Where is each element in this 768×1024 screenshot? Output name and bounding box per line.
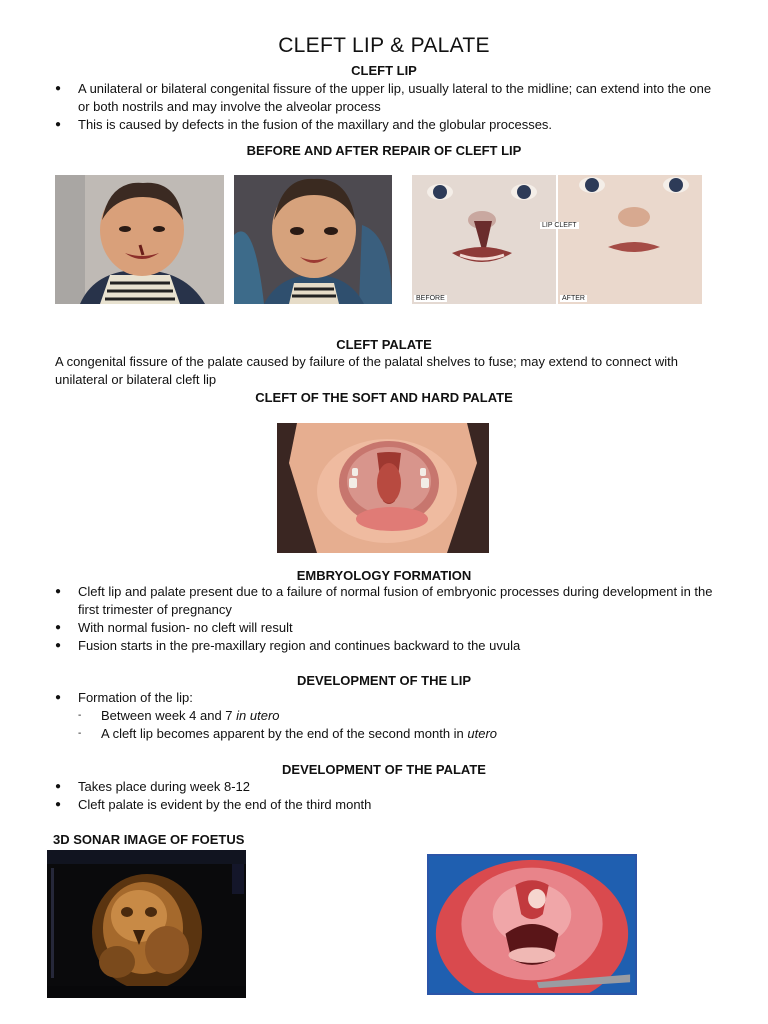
sub-item-italic: in utero (236, 708, 280, 723)
list-item: ● Takes place during week 8-12 (55, 778, 715, 796)
embryology-list (55, 583, 715, 655)
list-item: ● With normal fusion- no cleft will result (55, 619, 715, 637)
before-label: BEFORE (416, 295, 445, 302)
list-item: ● Fusion starts in the pre-maxillary region and continues backward to the uvula (55, 637, 715, 655)
cleft-palate-heading: CLEFT PALATE (336, 337, 432, 352)
sub-item (78, 725, 715, 743)
palate-cleft-photo (427, 854, 637, 995)
lip-sublist (78, 707, 715, 743)
sonar-image (47, 850, 246, 998)
palate-development-list (55, 778, 715, 814)
list-item (55, 689, 715, 743)
lip-development-list (55, 689, 715, 743)
cleft-lip-heading: CLEFT LIP (351, 63, 417, 78)
lip-formation-text: Formation of the lip: (78, 690, 193, 705)
sub-item-italic: utero (467, 726, 498, 741)
lip-development-heading: DEVELOPMENT OF THE LIP (296, 673, 472, 688)
list-item: ● Cleft palate is evident by the end of the third month (55, 796, 715, 814)
list-item: ● This is caused by defects in the fusion of the maxillary and the globular processes. (55, 116, 715, 134)
page-title: CLEFT LIP & PALATE (278, 34, 490, 57)
comparison-photo (412, 175, 702, 304)
sonar-heading: 3D SONAR IMAGE OF FOETUS (53, 832, 245, 847)
sub-item (78, 707, 715, 725)
after-label: AFTER (562, 295, 585, 302)
list-item: ● Cleft lip and palate present due to a failure of normal fusion of embryonic processes during development in the first trimester of pregnancy (55, 583, 715, 619)
sub-item-text: A cleft lip becomes apparent by the end of the second month in (101, 726, 468, 741)
embryology-heading: EMBRYOLOGY FORMATION (296, 568, 472, 583)
palate-photo (277, 423, 489, 553)
after-repair-photo (234, 175, 392, 304)
cleft-palate-text: A congenital fissure of the palate caused by failure of the palatal shelves to fuse; may extend to connect with unilateral or bilateral cleft lip (55, 354, 678, 387)
sub-item-text: Between week 4 and 7 (101, 708, 237, 723)
palate-development-heading: DEVELOPMENT OF THE PALATE (282, 762, 486, 777)
list-item: ● A unilateral or bilateral congenital fissure of the upper lip, usually lateral to the midline; can extend into the one or both nostrils and may involve the alveolar process (55, 80, 715, 116)
lip-cleft-label: LIP CLEFT (542, 222, 577, 229)
before-repair-photo (55, 175, 224, 304)
soft-hard-palate-heading: CLEFT OF THE SOFT AND HARD PALATE (255, 390, 513, 405)
cleft-lip-list (55, 80, 715, 134)
repair-heading: BEFORE AND AFTER REPAIR OF CLEFT LIP (246, 143, 522, 158)
